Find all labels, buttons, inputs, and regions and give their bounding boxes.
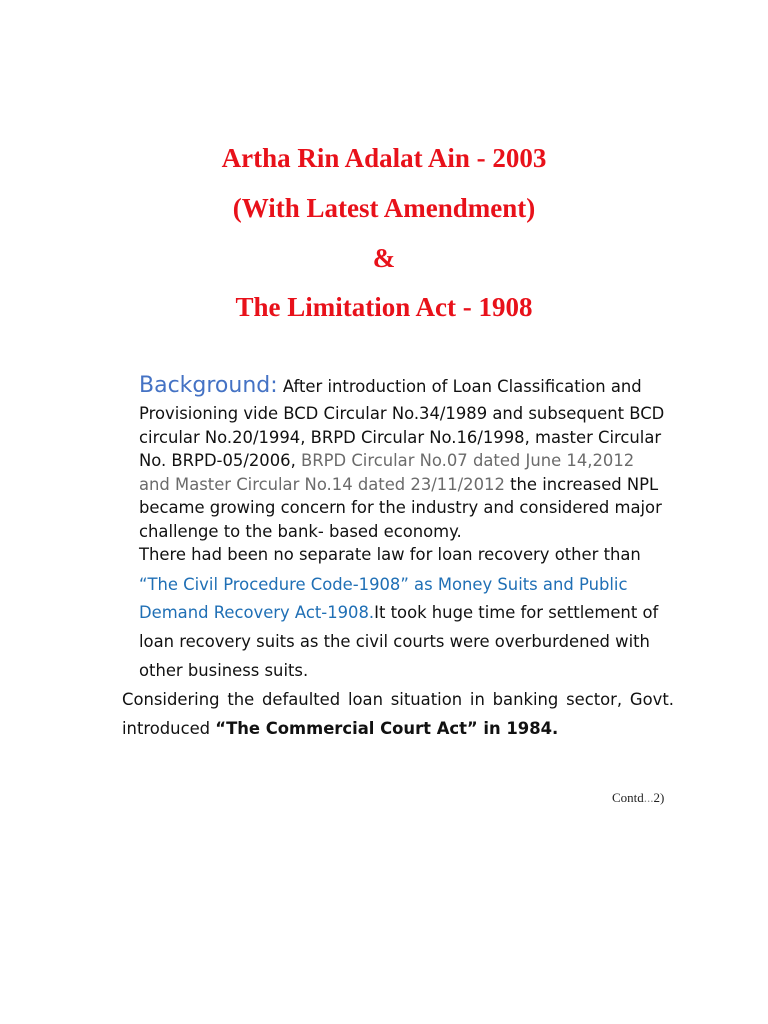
continued-marker <box>612 790 664 806</box>
demand-recovery-act: Demand Recovery Act-1908. <box>139 603 375 622</box>
background-line-6: became growing concern for the industry and considered major <box>139 498 662 517</box>
increased-npl-text: the increased NPL <box>510 474 659 494</box>
civil-line-4: other business suits. <box>139 661 309 680</box>
introduced-text: introduced <box>122 719 211 738</box>
contd-dots: ... <box>643 790 654 805</box>
title-line-4: The Limitation Act - 1908 <box>235 292 533 322</box>
contd-suffix: 2) <box>653 790 665 805</box>
civil-line-2 <box>139 598 658 627</box>
commercial-line-1: Considering the defaulted loan situation in banking sector, Govt. <box>122 690 674 709</box>
title-ampersand: & <box>372 243 396 273</box>
background-line-8: There had been no separate law for loan recovery other than <box>139 545 641 564</box>
civil-procedure-line: “The Civil Procedure Code-1908” as Money Suits and Public <box>139 575 628 594</box>
commercial-court-act: “The Commercial Court Act” in 1984. <box>215 719 559 738</box>
master-circular-14: and Master Circular No.14 dated 23/11/2012 <box>139 474 505 494</box>
background-line-3: circular No.20/1994, BRPD Circular No.16/1998, master Circular <box>139 427 662 447</box>
circular-brpd-05: No. BRPD-05/2006, <box>139 451 296 470</box>
commercial-line-2 <box>122 715 674 743</box>
background-line-4 <box>139 449 699 473</box>
contd-prefix: Contd <box>612 790 644 805</box>
background-line-1: After introduction of Loan Classification and <box>282 377 642 396</box>
background-line-5 <box>139 473 699 497</box>
background-heading: Background: <box>139 373 278 398</box>
huge-time-text: It took huge time for settlement of <box>374 603 659 622</box>
background-first-line <box>139 370 699 402</box>
title-line-2: (With Latest Amendment) <box>232 193 536 223</box>
civil-line-3: loan recovery suits as the civil courts were overburdened with <box>139 632 650 651</box>
background-paragraph <box>139 370 699 567</box>
background-line-2: Provisioning vide BCD Circular No.34/1989 and subsequent BCD <box>139 404 665 423</box>
title-line-1: Artha Rin Adalat Ain - 2003 <box>221 143 547 173</box>
circular-brpd-07: BRPD Circular No.07 dated June 14,2012 <box>301 451 635 470</box>
background-line-7: challenge to the bank- based economy. <box>139 521 462 541</box>
